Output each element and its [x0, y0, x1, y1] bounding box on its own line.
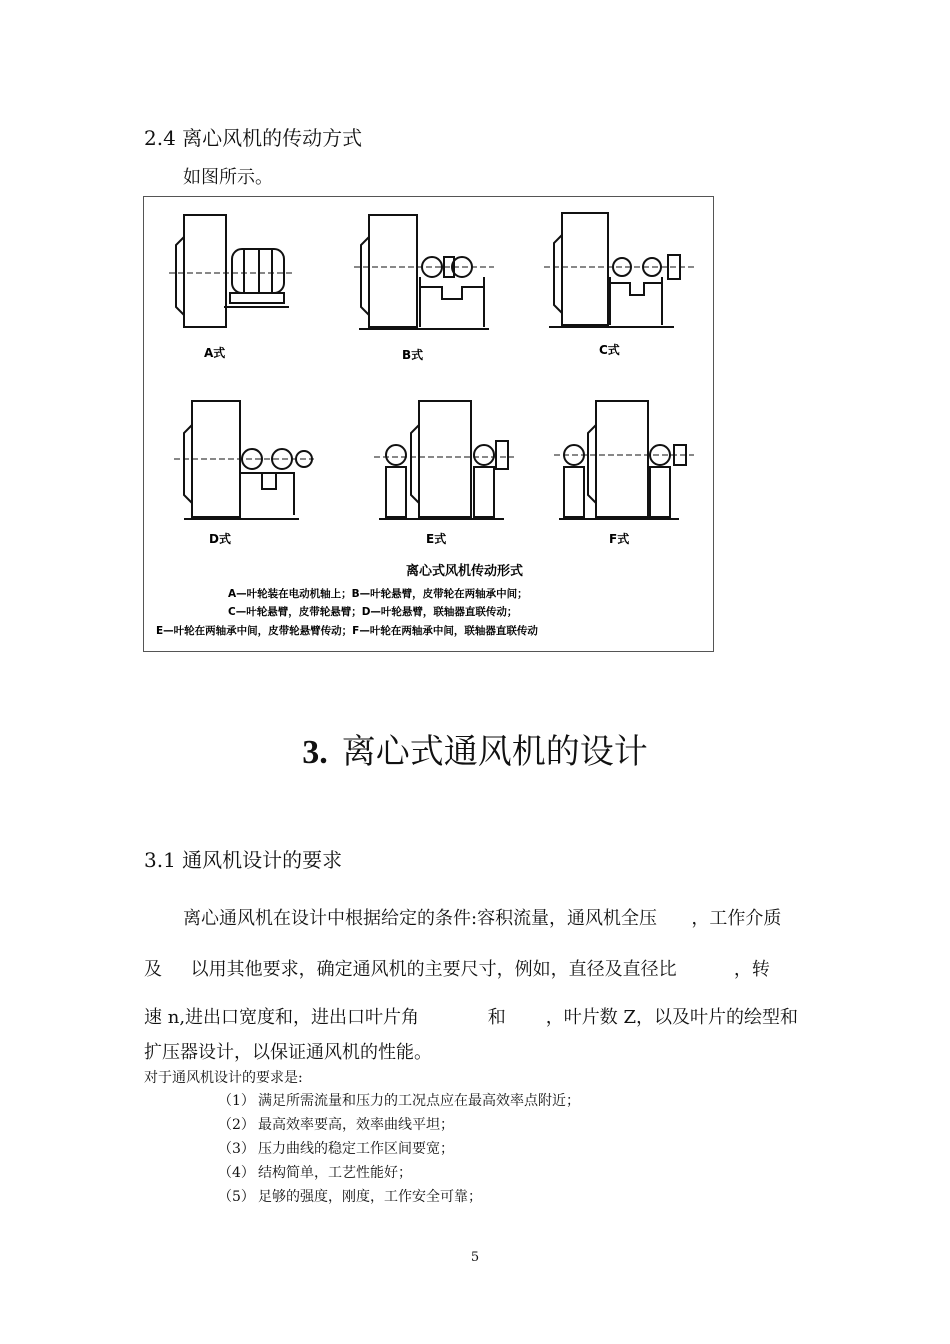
fan-type-c-drawing	[544, 213, 694, 327]
list-item-text: 压力曲线的稳定工作区间要宽；	[258, 1141, 454, 1157]
paragraph-line-3: 速 n,进出口宽度和，进出口叶片角 和 ，叶片数 Z，以及叶片的绘型和	[144, 1007, 798, 1028]
chapter-number: 3.	[302, 734, 328, 771]
label-c: C式	[599, 343, 620, 357]
label-f: F式	[609, 532, 630, 546]
list-item-text: 满足所需流量和压力的工况点应在最高效率点附近；	[258, 1093, 580, 1109]
fan-type-d-drawing	[174, 401, 314, 519]
fan-type-f-drawing	[554, 401, 694, 519]
fan-type-e-drawing	[374, 401, 514, 519]
list-item	[218, 1090, 580, 1114]
label-e: E式	[426, 532, 447, 546]
intro-text: 如图所示。	[183, 167, 273, 188]
page-number: 5	[470, 1250, 480, 1265]
fan-type-b-drawing	[354, 215, 494, 329]
list-item-number: （3）	[218, 1141, 255, 1157]
figure-caption-line-3: E—叶轮在两轴承中间，皮带轮悬臂传动；F—叶轮在两轴承中间，联轴器直联传动	[156, 625, 538, 637]
list-item	[218, 1162, 580, 1186]
list-item	[218, 1114, 580, 1138]
list-item-text: 结构简单，工艺性能好；	[258, 1165, 412, 1181]
label-a: A式	[204, 346, 226, 360]
list-item-number: （2）	[218, 1117, 255, 1133]
chapter-title	[0, 724, 950, 773]
chapter-title-text: 离心式通风机的设计	[341, 732, 648, 772]
section-heading-3-1: 3.1 通风机设计的要求	[144, 848, 343, 872]
paragraph-line-1: 离心通风机在设计中根据给定的条件:容积流量，通风机全压 ，工作介质	[183, 908, 782, 929]
list-item	[218, 1186, 580, 1210]
figure-caption-line-1: A—叶轮装在电动机轴上；B—叶轮悬臂，皮带轮在两轴承中间；	[228, 588, 528, 600]
list-item-text: 最高效率要高，效率曲线平坦；	[258, 1117, 454, 1133]
figure-title: 离心式风机传动形式	[406, 564, 524, 579]
list-item-text: 足够的强度，刚度，工作安全可靠；	[258, 1189, 482, 1205]
label-d: D式	[209, 532, 231, 546]
fan-drive-figure	[143, 196, 714, 652]
list-item	[218, 1138, 580, 1162]
fan-type-a-drawing	[169, 215, 294, 327]
fan-drive-diagram	[144, 197, 715, 653]
list-item-number: （4）	[218, 1165, 255, 1181]
list-item-number: （1）	[218, 1093, 255, 1109]
list-item-number: （5）	[218, 1189, 255, 1205]
requirements-intro: 对于通风机设计的要求是:	[144, 1070, 303, 1086]
paragraph-line-4: 扩压器设计，以保证通风机的性能。	[144, 1042, 432, 1063]
requirements-list	[218, 1090, 580, 1210]
label-b: B式	[402, 348, 424, 362]
section-heading-2-4: 2.4 离心风机的传动方式	[144, 126, 363, 150]
paragraph-line-2: 及 以用其他要求，确定通风机的主要尺寸，例如，直径及直径比 ，转	[144, 959, 770, 980]
figure-caption-line-2: C—叶轮悬臂，皮带轮悬臂；D—叶轮悬臂，联轴器直联传动；	[228, 606, 518, 618]
